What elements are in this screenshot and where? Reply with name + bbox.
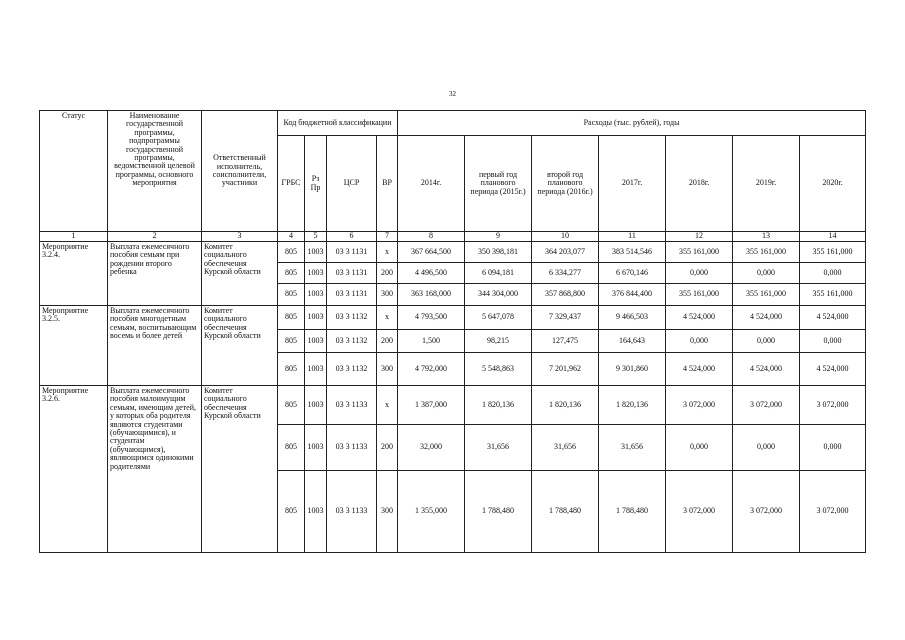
column-number: 4 [278,232,305,242]
value-cell: х [377,242,398,263]
value-cell: х [377,386,398,425]
value-cell: 03 3 1132 [327,306,377,330]
value-cell: 03 3 1133 [327,425,377,471]
value-cell: 355 161,000 [666,284,733,306]
value-cell: 1003 [305,284,327,306]
value-cell: 7 201,962 [532,353,599,386]
value-cell: 127,475 [532,330,599,353]
value-cell: 0,000 [800,425,866,471]
header-budget-code: Код бюджетной классификации [278,111,398,136]
value-cell: 355 161,000 [733,242,800,263]
value-cell: 200 [377,263,398,284]
value-cell: 0,000 [666,263,733,284]
value-cell: 805 [278,242,305,263]
value-cell: 300 [377,284,398,306]
header-status: Статус [40,111,108,232]
value-cell: 7 329,437 [532,306,599,330]
value-cell: 32,000 [398,425,465,471]
value-cell: 4 793,500 [398,306,465,330]
header-grbs: ГРБС [278,136,305,232]
name-cell: Выплата ежемесячного пособия малоимущим семьям, имеющим детей, у которых оба родителя являются студентами (обучающимися), и студентам (обучающимся), являющимся одинокими родителями [108,386,202,553]
value-cell: 03 3 1131 [327,242,377,263]
value-cell: 805 [278,330,305,353]
value-cell: 4 524,000 [666,306,733,330]
status-cell: Мероприятие 3.2.6. [40,386,108,553]
value-cell: 03 3 1132 [327,330,377,353]
value-cell: 164,643 [599,330,666,353]
value-cell: 1003 [305,471,327,553]
value-cell: 355 161,000 [733,284,800,306]
header-vr: ВР [377,136,398,232]
value-cell: 3 072,000 [733,471,800,553]
value-cell: 03 3 1133 [327,386,377,425]
value-cell: 0,000 [800,330,866,353]
header-expenses: Расходы (тыс. рублей), годы [398,111,866,136]
column-number: 11 [599,232,666,242]
value-cell: 9 301,860 [599,353,666,386]
value-cell: 0,000 [733,425,800,471]
value-cell: 1 788,480 [465,471,532,553]
value-cell: 805 [278,386,305,425]
value-cell: 805 [278,471,305,553]
header-2014: 2014г. [398,136,465,232]
value-cell: 3 072,000 [800,471,866,553]
table-row [40,306,866,330]
column-number: 12 [666,232,733,242]
value-cell: 4 524,000 [800,353,866,386]
value-cell: 31,656 [532,425,599,471]
name-cell: Выплата ежемесячного пособия семьям при рождении второго ребенка [108,242,202,306]
page-number: 32 [449,90,456,98]
value-cell: 1,500 [398,330,465,353]
value-cell: 805 [278,263,305,284]
value-cell: 3 072,000 [666,471,733,553]
value-cell: 4 524,000 [666,353,733,386]
value-cell: 1003 [305,386,327,425]
value-cell: 03 3 1131 [327,263,377,284]
value-cell: 376 844,400 [599,284,666,306]
column-number: 7 [377,232,398,242]
value-cell: 4 496,500 [398,263,465,284]
value-cell: 200 [377,330,398,353]
value-cell: 357 868,800 [532,284,599,306]
header-rzpr: Рз Пр [305,136,327,232]
value-cell: 31,656 [465,425,532,471]
table-row [40,242,866,263]
value-cell: 300 [377,471,398,553]
value-cell: 0,000 [733,263,800,284]
value-cell: 300 [377,353,398,386]
value-cell: 1003 [305,306,327,330]
value-cell: 6 094,181 [465,263,532,284]
value-cell: 0,000 [666,330,733,353]
value-cell: 4 524,000 [733,353,800,386]
budget-table [39,110,866,553]
responsible-cell: Комитет социального обеспечения Курской области [202,306,278,386]
value-cell: 1003 [305,242,327,263]
status-cell: Мероприятие 3.2.4. [40,242,108,306]
value-cell: 805 [278,353,305,386]
column-number: 8 [398,232,465,242]
value-cell: 1 788,480 [532,471,599,553]
status-cell: Мероприятие 3.2.5. [40,306,108,386]
column-number: 13 [733,232,800,242]
value-cell: 1 788,480 [599,471,666,553]
value-cell: 03 3 1133 [327,471,377,553]
column-number-row [40,232,866,242]
header-2019: 2019г. [733,136,800,232]
value-cell: 4 792,000 [398,353,465,386]
value-cell: 383 514,546 [599,242,666,263]
column-number: 6 [327,232,377,242]
value-cell: 367 664,500 [398,242,465,263]
responsible-cell: Комитет социального обеспечения Курской области [202,386,278,553]
value-cell: 805 [278,284,305,306]
value-cell: 1003 [305,330,327,353]
responsible-cell: Комитет социального обеспечения Курской области [202,242,278,306]
value-cell: 1 820,136 [465,386,532,425]
value-cell: 6 670,146 [599,263,666,284]
value-cell: 03 3 1132 [327,353,377,386]
value-cell: 805 [278,425,305,471]
header-2020: 2020г. [800,136,866,232]
value-cell: х [377,306,398,330]
header-name: Наименование государственной программы, подпрограммы государственной программы, ведомственной целевой программы, основного мероприятия [108,111,202,232]
header-2015: первый год планового периода (2015г.) [465,136,532,232]
name-cell: Выплата ежемесячного пособия многодетным семьям, воспитывающим восемь и более детей [108,306,202,386]
value-cell: 0,000 [800,263,866,284]
value-cell: 200 [377,425,398,471]
header-2018: 2018г. [666,136,733,232]
column-number: 2 [108,232,202,242]
column-number: 3 [202,232,278,242]
value-cell: 4 524,000 [733,306,800,330]
value-cell: 5 647,078 [465,306,532,330]
value-cell: 355 161,000 [800,242,866,263]
value-cell: 355 161,000 [800,284,866,306]
value-cell: 0,000 [733,330,800,353]
header-csr: ЦСР [327,136,377,232]
value-cell: 1 820,136 [532,386,599,425]
value-cell: 3 072,000 [666,386,733,425]
column-number: 9 [465,232,532,242]
value-cell: 344 304,000 [465,284,532,306]
value-cell: 3 072,000 [800,386,866,425]
value-cell: 5 548,863 [465,353,532,386]
value-cell: 1003 [305,353,327,386]
header-2016: второй год планового периода (2016г.) [532,136,599,232]
header-responsible: Ответственный исполнитель, соисполнители, участники [202,111,278,232]
value-cell: 0,000 [666,425,733,471]
value-cell: 98,215 [465,330,532,353]
column-number: 5 [305,232,327,242]
value-cell: 31,656 [599,425,666,471]
header-2017: 2017г. [599,136,666,232]
value-cell: 364 203,077 [532,242,599,263]
value-cell: 363 168,000 [398,284,465,306]
value-cell: 4 524,000 [800,306,866,330]
value-cell: 1003 [305,263,327,284]
value-cell: 03 3 1131 [327,284,377,306]
value-cell: 9 466,503 [599,306,666,330]
table-row [40,386,866,425]
column-number: 14 [800,232,866,242]
value-cell: 1003 [305,425,327,471]
value-cell: 6 334,277 [532,263,599,284]
value-cell: 350 398,181 [465,242,532,263]
column-number: 10 [532,232,599,242]
value-cell: 1 820,136 [599,386,666,425]
value-cell: 355 161,000 [666,242,733,263]
value-cell: 3 072,000 [733,386,800,425]
value-cell: 1 355,000 [398,471,465,553]
value-cell: 805 [278,306,305,330]
column-number: 1 [40,232,108,242]
value-cell: 1 387,000 [398,386,465,425]
